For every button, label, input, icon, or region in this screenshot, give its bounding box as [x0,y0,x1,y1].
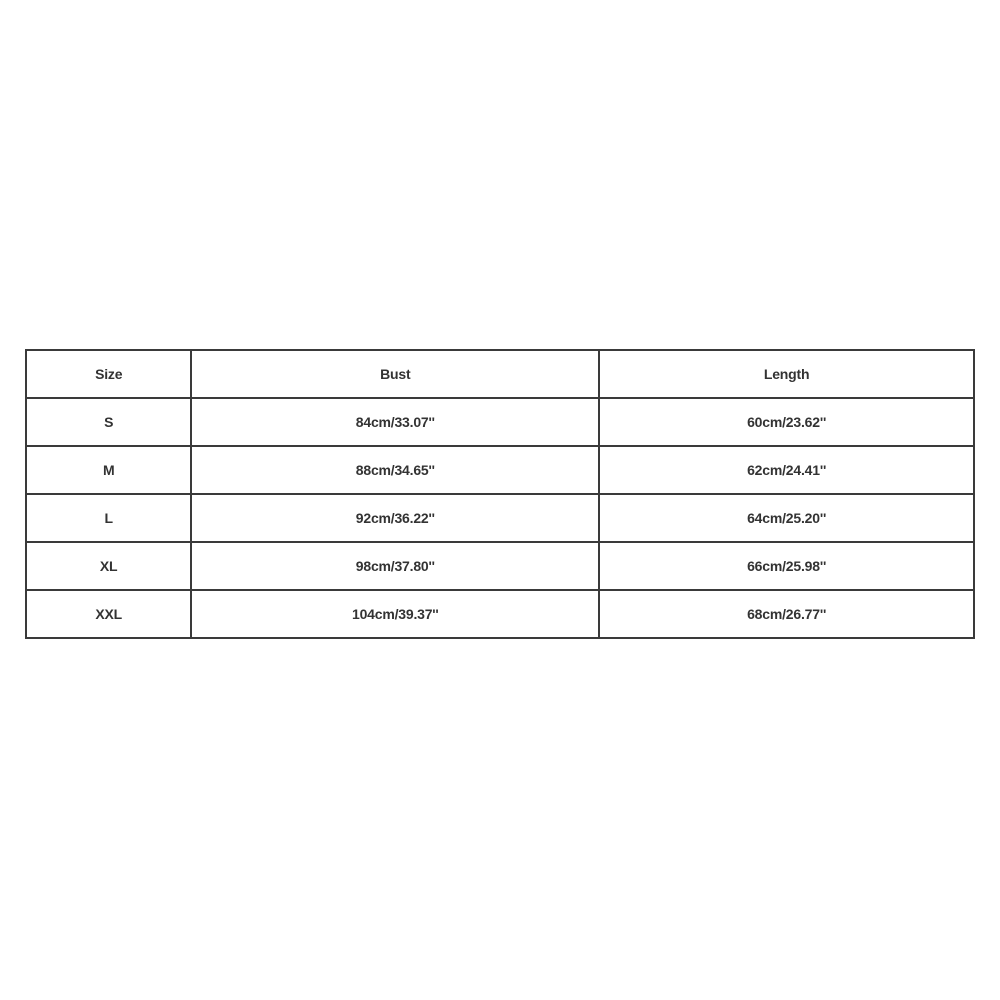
cell-length: 66cm/25.98'' [599,542,974,590]
header-size: Size [26,350,191,398]
cell-bust: 84cm/33.07'' [191,398,599,446]
cell-size: XL [26,542,191,590]
cell-length: 64cm/25.20'' [599,494,974,542]
cell-size: XXL [26,590,191,638]
header-length: Length [599,350,974,398]
table-row [26,494,974,542]
table-row [26,590,974,638]
cell-bust: 92cm/36.22'' [191,494,599,542]
cell-length: 62cm/24.41'' [599,446,974,494]
cell-bust: 88cm/34.65'' [191,446,599,494]
cell-length: 68cm/26.77'' [599,590,974,638]
cell-bust: 104cm/39.37'' [191,590,599,638]
cell-size: M [26,446,191,494]
header-bust: Bust [191,350,599,398]
table-row [26,446,974,494]
table-row [26,542,974,590]
size-chart-table [25,349,975,639]
table-header-row [26,350,974,398]
cell-size: S [26,398,191,446]
table-row [26,398,974,446]
cell-bust: 98cm/37.80'' [191,542,599,590]
cell-size: L [26,494,191,542]
cell-length: 60cm/23.62'' [599,398,974,446]
